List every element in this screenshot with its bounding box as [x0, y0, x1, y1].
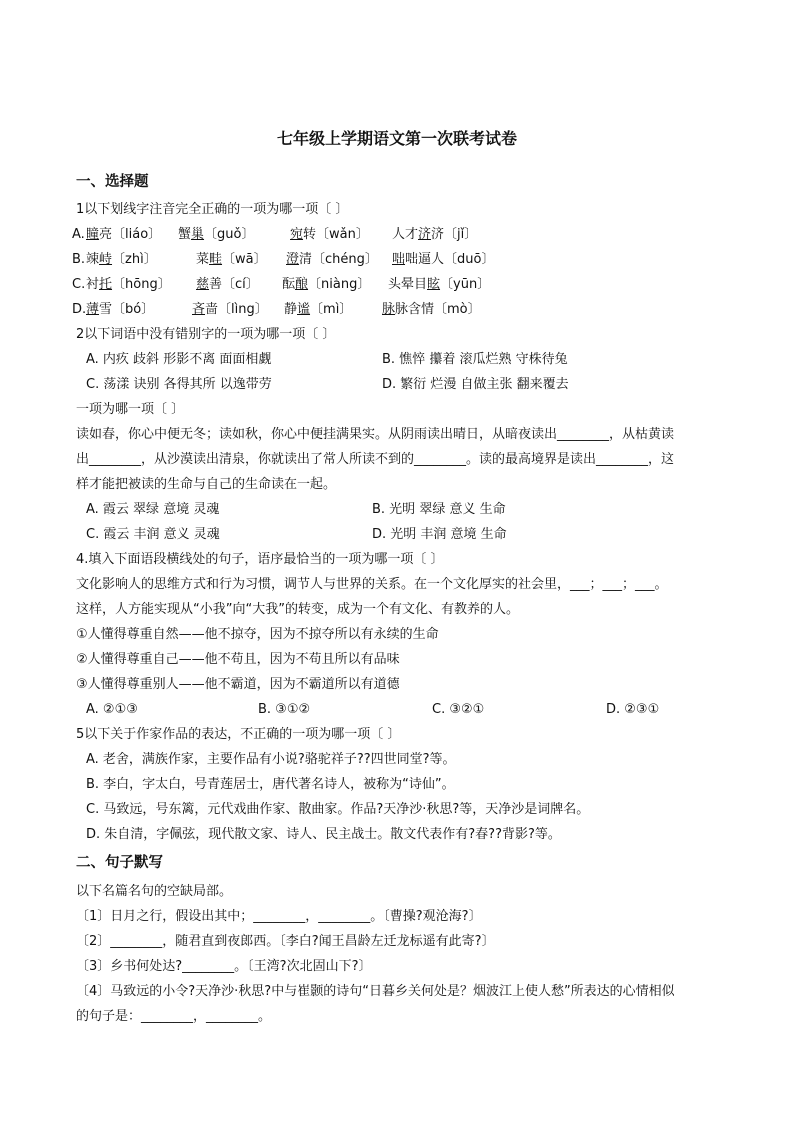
q1-option-a-label: A.	[72, 227, 85, 242]
underlined-char: 巢	[191, 227, 205, 242]
q1-option-c-1: 衬托〔hōng〕	[86, 277, 171, 292]
q1-option-c-label: C.	[72, 277, 86, 292]
q1-option-a-3: 宛转〔wǎn〕	[290, 227, 369, 242]
underlined-char: 托	[99, 277, 113, 292]
q1-option-a-1: 瞳亮〔liáo〕	[86, 227, 162, 242]
q1-option-b-4: 咄咄逼人〔duō〕	[392, 252, 495, 267]
q4-option-d: D. ②③①	[606, 702, 660, 717]
recitation-item-4-line-1: 〔4〕马致远的小令?天净沙·秋思?中与崔颢的诗句“日暮乡关何处是？烟波江上使人愁”所表达的心情相似	[76, 984, 675, 999]
question-1-stem: 1以下划线字注音完全正确的一项为哪一项〔 〕	[76, 202, 349, 217]
q3-option-c: C. 霞云 丰润 意义 灵魂	[86, 527, 220, 542]
q4-passage-line-2: 这样，人方能实现从“小我”向“大我”的转变，成为一个有文化、有教养的人。	[76, 602, 519, 617]
q4-option-b: B. ③①②	[258, 702, 311, 717]
q3-option-b: B. 光明 翠绿 意义 生命	[372, 502, 506, 517]
section-heading-recitation: 二、句子默写	[76, 854, 163, 871]
section-heading-choice: 一、选择题	[76, 173, 149, 190]
q1-option-d-4: 脉脉含情〔mò〕	[382, 302, 481, 317]
q1-option-b-1: 竦峙〔zhì〕	[86, 252, 157, 267]
recitation-item-2: 〔2〕________，随君直到夜郎西。〔李白?闻王昌龄左迁龙标遥有此寄?〕	[76, 934, 495, 949]
q1-option-b-label: B.	[72, 252, 86, 267]
underlined-char: 济	[418, 227, 432, 242]
recitation-item-4-line-2: 的句子是：________，________。	[76, 1009, 272, 1024]
q1-option-a-2: 蟹巢〔guǒ〕	[178, 227, 255, 242]
underlined-char: 眩	[427, 277, 441, 292]
q3-option-a: A. 霞云 翠绿 意境 灵魂	[86, 502, 220, 517]
recitation-intro: 以下名篇名句的空缺局部。	[76, 884, 233, 899]
recitation-item-3: 〔3〕乡书何处达?________。〔王湾?次北固山下?〕	[76, 959, 372, 974]
q1-option-b-3: 澄清〔chéng〕	[286, 252, 378, 267]
underlined-char: 酿	[295, 277, 309, 292]
q2-option-d: D. 繁衍 烂漫 自做主张 翻来覆去	[382, 377, 569, 392]
page-title: 七年级上学期语文第一次联考试卷	[276, 129, 517, 148]
q1-option-c-2: 慈善〔cí〕	[196, 277, 259, 292]
recitation-item-1: 〔1〕日月之行，假设出其中；________，________。〔曹操?观沧海?〕	[76, 909, 482, 924]
q4-sentence-2: ②人懂得尊重自己——他不苟且，因为不苟且所以有品味	[76, 652, 400, 667]
underlined-char: 宛	[290, 227, 304, 242]
question-5-stem: 5以下关于作家作品的表达，不正确的一项为哪一项〔 〕	[76, 727, 401, 742]
question-2-stem: 2以下词语中没有错别字的一项为哪一项〔 〕	[76, 327, 336, 342]
q4-sentence-3: ③人懂得尊重别人——他不霸道，因为不霸道所以有道德	[76, 677, 400, 692]
question-4-stem: 4.填入下面语段横线处的句子，语序最恰当的一项为哪一项〔 〕	[76, 552, 444, 567]
q1-option-c-4: 头晕目眩〔yūn〕	[388, 277, 491, 292]
q2-option-c: C. 荡漾 诀别 各得其所 以逸带劳	[86, 377, 272, 392]
q1-option-a-4: 人才济济〔jǐ〕	[392, 227, 478, 242]
q2-option-a: A. 内疚 歧斜 形影不离 面面相觑	[86, 352, 272, 367]
q4-option-c: C. ③②①	[432, 702, 485, 717]
q1-option-c-3: 酝酿〔niàng〕	[282, 277, 371, 292]
underlined-char: 慈	[196, 277, 210, 292]
underlined-char: 咄	[392, 252, 406, 267]
q5-option-d: D. 朱自清，字佩弦，现代散文家、诗人、民主战士。散文代表作有?春??背影?等。	[86, 827, 561, 842]
q3-passage-line-3: 样才能把被读的生命与自己的生命读在一起。	[76, 477, 337, 492]
q1-option-d-1: 薄雪〔bó〕	[86, 302, 155, 317]
underlined-char: 瞳	[86, 227, 100, 242]
underlined-char: 畦	[209, 252, 223, 267]
q1-option-d-3: 静谧〔mì〕	[284, 302, 353, 317]
q2-option-b: B. 憔悴 攥着 滚瓜烂熟 守株待兔	[382, 352, 568, 367]
underlined-char: 澄	[286, 252, 300, 267]
question-3-stem: 一项为哪一项〔 〕	[76, 402, 185, 417]
q4-sentence-1: ①人懂得尊重自然——他不掠夺，因为不掠夺所以有永续的生命	[76, 627, 439, 642]
q4-option-a: A. ②①③	[86, 702, 138, 717]
underlined-char: 吝	[192, 302, 206, 317]
q3-passage-line-2: 出________，从沙漠读出清泉，你就读出了常人所读不到的________。读的最高境界是读出________，这	[76, 452, 675, 467]
underlined-char: 脉	[382, 302, 396, 317]
q4-passage-line-1: 文化影响人的思维方式和行为习惯，调节人与世界的关系。在一个文化厚实的社会里，___；___；___。	[76, 577, 668, 592]
q5-option-a: A. 老舍，满族作家，主要作品有小说?骆驼祥子??四世同堂?等。	[86, 752, 456, 767]
q1-option-d-label: D.	[72, 302, 87, 317]
q3-option-d: D. 光明 丰润 意境 生命	[372, 527, 507, 542]
q5-option-b: B. 李白，字太白，号青莲居士，唐代著名诗人，被称为“诗仙”。	[86, 777, 455, 792]
underlined-char: 谧	[297, 302, 311, 317]
q3-passage-line-1: 读如春，你心中便无冬；读如秋，你心中便挂满果实。从阴雨读出晴日，从暗夜读出________，从枯黄读	[76, 427, 675, 442]
underlined-char: 薄	[86, 302, 100, 317]
q1-option-b-2: 菜畦〔wā〕	[196, 252, 267, 267]
underlined-char: 峙	[99, 252, 113, 267]
q1-option-d-2: 吝啬〔lìng〕	[192, 302, 268, 317]
q5-option-c: C. 马致远，号东篱，元代戏曲作家、散曲家。作品?天净沙·秋思?等，天净沙是词牌名。	[86, 802, 590, 817]
